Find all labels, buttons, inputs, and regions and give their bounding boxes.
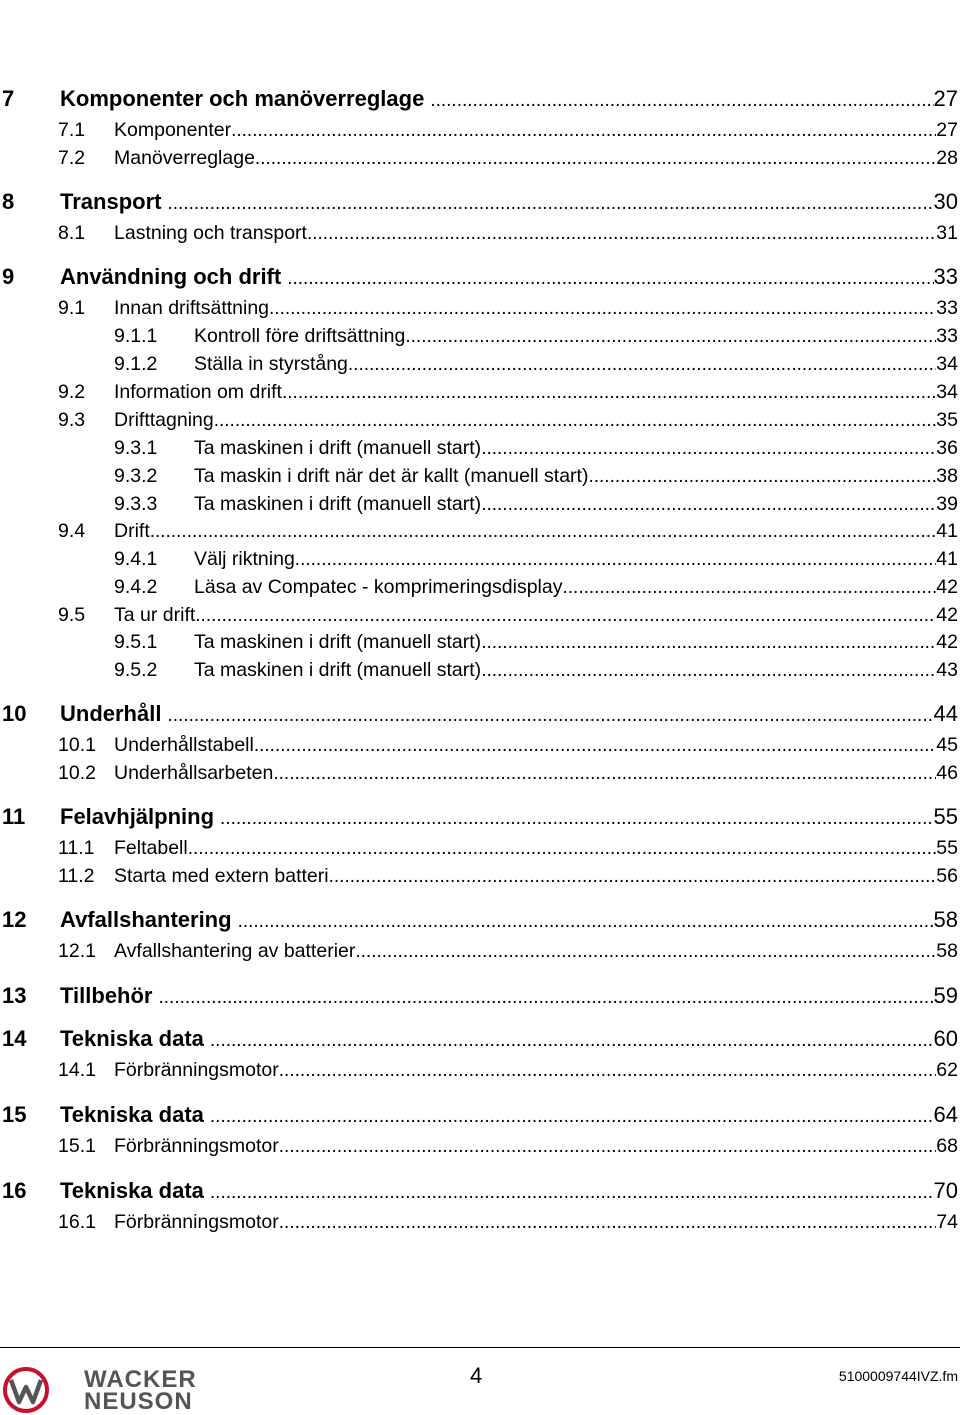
dot-leader [329, 867, 937, 886]
toc-entry-level-2[interactable] [58, 411, 958, 431]
toc-entry-level-1[interactable] [2, 191, 958, 213]
dot-leader [481, 661, 936, 680]
dot-leader [348, 355, 936, 374]
toc-entry-page: 42 [936, 576, 958, 598]
wacker-neuson-emblem-icon [2, 1367, 50, 1413]
toc-entry-level-3[interactable] [114, 467, 958, 487]
toc-entry-number: 9.5.2 [114, 659, 158, 681]
toc-entry-title: Kontroll före driftsättning [194, 325, 406, 347]
toc-entry-number: 9 [2, 264, 15, 289]
toc-entry-level-3[interactable] [114, 633, 958, 653]
toc-entry-page: 45 [936, 734, 958, 756]
toc-entry-number: 8 [2, 189, 15, 214]
toc-entry-number: 16.1 [58, 1211, 96, 1233]
toc-entry-level-1[interactable] [2, 266, 958, 288]
toc-entry-number: 9.2 [58, 381, 86, 403]
toc-entry-number: 8.1 [58, 222, 86, 244]
toc-entry-title: Avfallshantering [60, 907, 232, 932]
dot-leader [195, 606, 936, 625]
toc-entry-page: 58 [936, 940, 958, 962]
toc-entry-level-1[interactable] [2, 1180, 958, 1202]
toc-entry-page: 55 [936, 837, 958, 859]
toc-entry-page: 34 [936, 381, 958, 403]
toc-entry-number: 12 [2, 907, 27, 932]
dot-leader [279, 1061, 937, 1080]
dot-leader [238, 912, 934, 931]
toc-entry-level-3[interactable] [114, 439, 958, 459]
toc-entry-title: Felavhjälpning [60, 804, 215, 829]
toc-entry-number: 12.1 [58, 940, 96, 962]
toc-entry-number: 13 [2, 983, 27, 1008]
dot-leader [254, 736, 936, 755]
toc-entry-title: Tekniska data [60, 1026, 204, 1051]
dot-leader [279, 1137, 937, 1156]
toc-entry-page: 42 [936, 604, 958, 626]
dot-leader [481, 633, 936, 652]
toc-entry-page: 70 [933, 1178, 958, 1203]
toc-entry-level-2[interactable] [58, 764, 958, 784]
page-footer [0, 1330, 960, 1414]
toc-entry-number: 15 [2, 1102, 27, 1127]
toc-entry-level-2[interactable] [58, 522, 958, 542]
toc-entry-number: 9.5.1 [114, 631, 158, 653]
toc-entry-page: 44 [933, 701, 958, 726]
toc-entry-level-2[interactable] [58, 121, 958, 141]
brand-line-2: NEUSON [84, 1388, 193, 1415]
toc-entry-title: Ta maskin i drift när det är kallt (manuell start) [194, 465, 589, 487]
toc-entry-level-2[interactable] [58, 383, 958, 403]
toc-entry-number: 14.1 [58, 1059, 96, 1081]
toc-entry-number: 9.4.2 [114, 576, 158, 598]
toc-entry-title: Lastning och transport [114, 222, 307, 244]
dot-leader [430, 91, 933, 110]
toc-entry-page: 56 [936, 865, 958, 887]
dot-leader [188, 839, 937, 858]
toc-entry-level-2[interactable] [58, 299, 958, 319]
toc-entry-page: 34 [936, 353, 958, 375]
dot-leader [210, 1183, 934, 1202]
toc-entry-level-3[interactable] [114, 327, 958, 347]
toc-entry-title: Läsa av Compatec - komprimeringsdisplay [194, 576, 563, 598]
toc-entry-title: Underhållsarbeten [114, 762, 274, 784]
toc-entry-level-3[interactable] [114, 578, 958, 598]
toc-entry-title: Ställa in styrstång [194, 353, 348, 375]
toc-entry-page: 28 [936, 147, 958, 169]
toc-entry-level-3[interactable] [114, 661, 958, 681]
toc-entry-title: Förbränningsmotor [114, 1211, 279, 1233]
dot-leader [355, 942, 936, 961]
toc-entry-title: Komponenter och manöverreglage [60, 86, 425, 111]
toc-entry-number: 9.3.3 [114, 493, 158, 515]
toc-entry-page: 59 [933, 983, 958, 1008]
toc-entry-page: 41 [936, 520, 958, 542]
toc-entry-title: Innan driftsättning [114, 297, 270, 319]
toc-entry-level-2[interactable] [58, 1137, 958, 1157]
dot-leader [295, 550, 937, 569]
dot-leader [307, 224, 936, 243]
toc-entry-page: 64 [933, 1102, 958, 1127]
toc-entry-level-1[interactable] [2, 703, 958, 725]
toc-entry-level-2[interactable] [58, 606, 958, 626]
toc-entry-page: 33 [933, 264, 958, 289]
toc-entry-number: 9.1.1 [114, 325, 158, 347]
toc-entry-title: Starta med extern batteri [114, 865, 329, 887]
toc-entry-title: Avfallshantering av batterier [114, 940, 356, 962]
toc-entry-title: Underhåll [60, 701, 162, 726]
toc-entry-number: 7.1 [58, 119, 86, 141]
dot-leader [214, 411, 937, 430]
toc-entry-page: 42 [936, 631, 958, 653]
toc-entry-title: Ta maskinen i drift (manuell start) [194, 437, 482, 459]
toc-entry-page: 68 [936, 1135, 958, 1157]
toc-entry-level-1[interactable] [2, 1028, 958, 1050]
dot-leader [588, 467, 936, 486]
toc-entry-title: Tekniska data [60, 1102, 204, 1127]
dot-leader [167, 706, 933, 725]
toc-entry-title: Förbränningsmotor [114, 1135, 279, 1157]
toc-entry-level-1[interactable] [2, 1104, 958, 1126]
toc-entry-page: 27 [933, 86, 958, 111]
toc-entry-number: 9.1.2 [114, 353, 158, 375]
toc-entry-title: Tillbehör [60, 983, 153, 1008]
toc-entry-number: 11.1 [58, 837, 95, 859]
toc-entry-page: 39 [936, 493, 958, 515]
dot-leader [405, 327, 936, 346]
document-code: 5100009744IVZ.fm [838, 1368, 958, 1384]
toc-entry-title: Underhållstabell [114, 734, 254, 756]
toc-entry-level-2[interactable] [58, 736, 958, 756]
toc-entry-page: 43 [936, 659, 958, 681]
dot-leader [269, 299, 936, 318]
toc-entry-number: 11 [2, 804, 26, 829]
toc-entry-level-2[interactable] [58, 1213, 958, 1233]
toc-entry-page: 62 [936, 1059, 958, 1081]
toc-entry-number: 15.1 [58, 1135, 96, 1157]
toc-entry-page: 74 [936, 1211, 958, 1233]
toc-entry-title: Manöverreglage [114, 147, 255, 169]
toc-entry-title: Drift [114, 520, 150, 542]
dot-leader [273, 764, 936, 783]
toc-entry-level-2[interactable] [58, 224, 958, 244]
toc-entry-number: 9.3.1 [114, 437, 158, 459]
dot-leader [231, 121, 936, 140]
toc-entry-number: 9.5 [58, 604, 86, 626]
toc-entry-title: Ta ur drift [114, 604, 196, 626]
toc-entry-page: 33 [936, 325, 958, 347]
toc-entry-title: Tekniska data [60, 1178, 204, 1203]
toc-entry-number: 16 [2, 1178, 27, 1203]
toc-entry-level-1[interactable] [2, 985, 958, 1007]
toc-entry-page: 30 [933, 189, 958, 214]
toc-entry-level-2[interactable] [58, 942, 958, 962]
toc-entry-level-1[interactable] [2, 806, 958, 828]
toc-entry-number: 9.4 [58, 520, 86, 542]
dot-leader [210, 1107, 934, 1126]
brand-logo [84, 1366, 209, 1415]
toc-entry-number: 9.3 [58, 409, 86, 431]
toc-entry-number: 10.1 [58, 734, 96, 756]
dot-leader [287, 269, 933, 288]
toc-entry-title: Feltabell [114, 837, 188, 859]
toc-entry-title: Användning och drift [60, 264, 282, 289]
toc-entry-level-2[interactable] [58, 867, 958, 887]
toc-entry-level-3[interactable] [114, 495, 958, 515]
toc-entry-title: Ta maskinen i drift (manuell start) [194, 659, 482, 681]
toc-entry-number: 9.4.1 [114, 548, 158, 570]
toc-entry-level-3[interactable] [114, 355, 958, 375]
toc-entry-level-3[interactable] [114, 550, 958, 570]
dot-leader [481, 495, 936, 514]
dot-leader [159, 988, 934, 1007]
dot-leader [562, 578, 936, 597]
toc-entry-title: Komponenter [114, 119, 232, 141]
toc-entry-number: 10 [2, 701, 27, 726]
toc-entry-number: 7.2 [58, 147, 86, 169]
dot-leader [255, 149, 936, 168]
toc-entry-page: 55 [933, 804, 958, 829]
toc-entry-page: 46 [936, 762, 958, 784]
dot-leader [279, 1213, 937, 1232]
toc-entry-number: 10.2 [58, 762, 96, 784]
toc-entry-page: 27 [936, 119, 958, 141]
toc-entry-page: 38 [936, 465, 958, 487]
toc-entry-title: Ta maskinen i drift (manuell start) [194, 493, 482, 515]
toc-entry-number: 9.1 [58, 297, 86, 319]
dot-leader [481, 439, 936, 458]
brand-line-1: WACKER [84, 1366, 197, 1393]
toc-entry-level-1[interactable] [2, 88, 958, 110]
toc-entry-page: 41 [936, 548, 958, 570]
toc-entry-number: 11.2 [58, 865, 95, 887]
toc-entry-number: 9.3.2 [114, 465, 158, 487]
dot-leader [282, 383, 936, 402]
toc-entry-title: Drifttagning [114, 409, 214, 431]
toc-entry-page: 60 [933, 1026, 958, 1051]
toc-entry-number: 14 [2, 1026, 27, 1051]
dot-leader [167, 194, 933, 213]
toc-entry-title: Ta maskinen i drift (manuell start) [194, 631, 482, 653]
toc-entry-page: 36 [936, 437, 958, 459]
toc-entry-level-2[interactable] [58, 1061, 958, 1081]
dot-leader [210, 1031, 934, 1050]
toc-entry-number: 7 [2, 86, 15, 111]
toc-entry-title: Förbränningsmotor [114, 1059, 279, 1081]
toc-entry-page: 58 [933, 907, 958, 932]
toc-entry-level-2[interactable] [58, 839, 958, 859]
footer-divider [0, 1347, 960, 1348]
toc-entry-page: 35 [936, 409, 958, 431]
toc-entry-level-2[interactable] [58, 149, 958, 169]
toc-entry-title: Transport [60, 189, 162, 214]
toc-entry-title: Information om drift [114, 381, 282, 403]
toc-entry-page: 31 [936, 222, 958, 244]
toc-entry-page: 33 [936, 297, 958, 319]
toc-entry-title: Välj riktning [194, 548, 295, 570]
page-number: 4 [470, 1363, 483, 1388]
toc-entry-level-1[interactable] [2, 909, 958, 931]
dot-leader [150, 522, 937, 541]
dot-leader [220, 809, 933, 828]
